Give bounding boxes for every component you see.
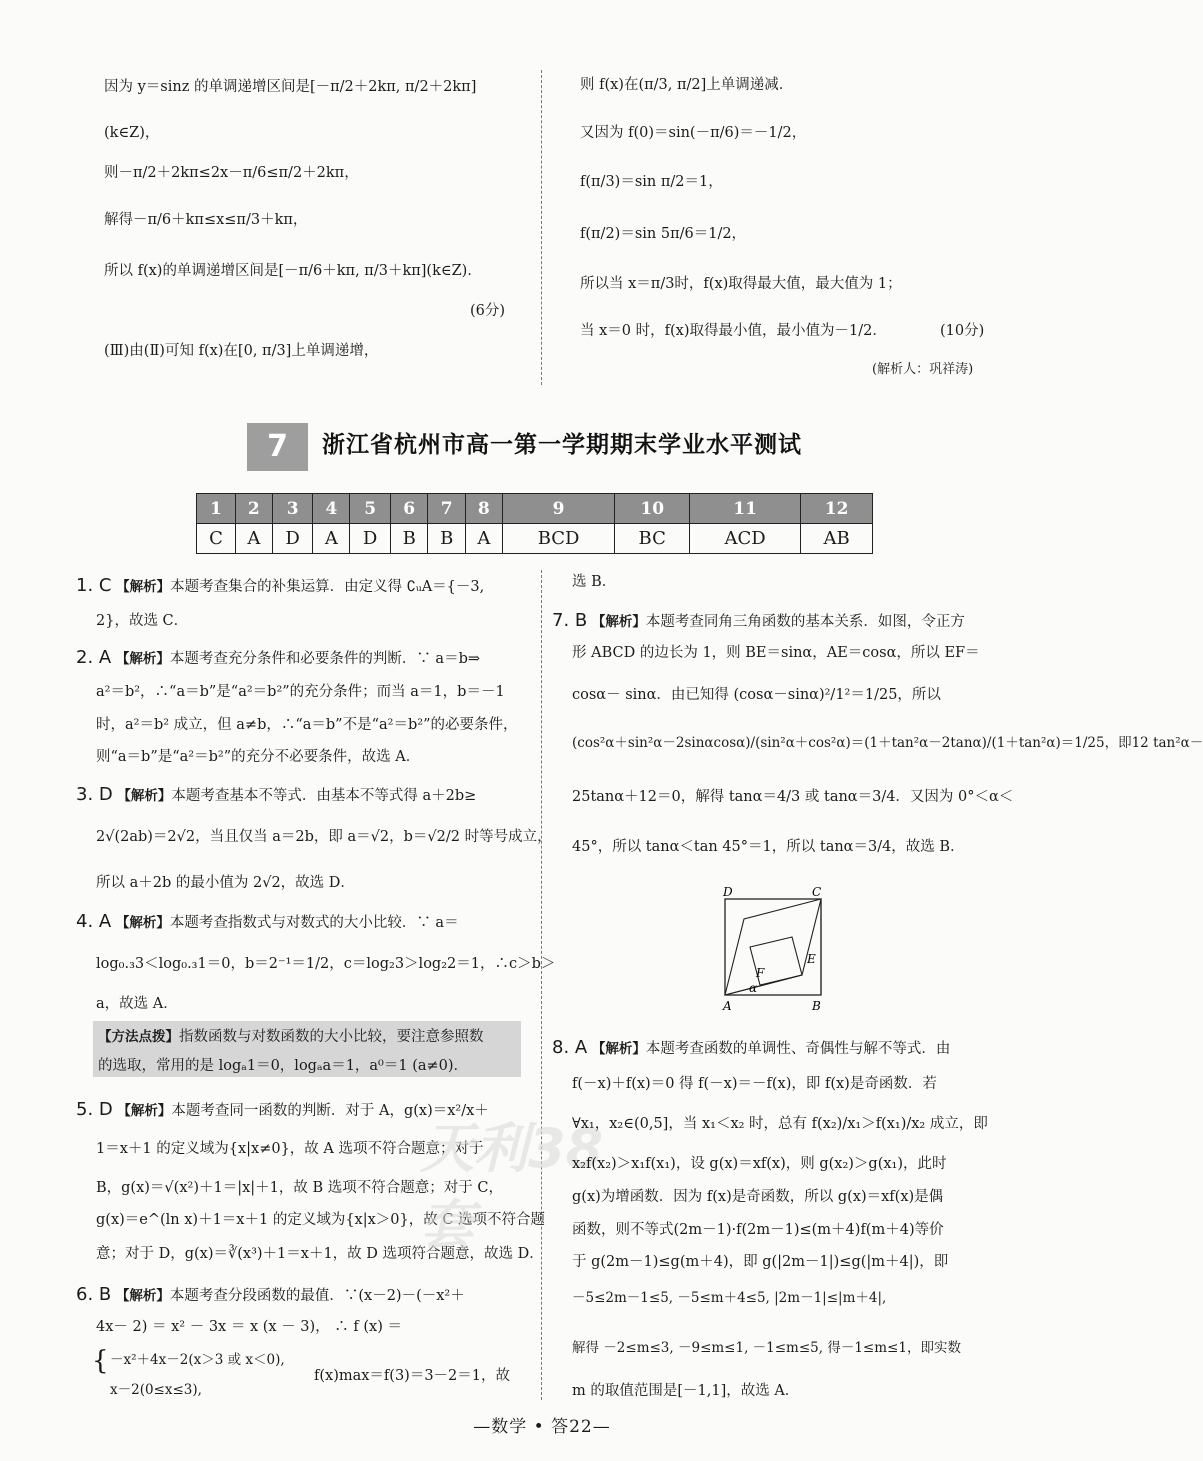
text-line: g(x)为增函数．因为 f(x)是奇函数，所以 g(x)＝xf(x)是偶 [572,1189,944,1205]
answer-number: 10 [615,494,690,524]
analysis-tag: 【解析】 [115,651,170,667]
question-number: 7. B [552,610,588,631]
text-line: ∀x₁，x₂∈(0,5]，当 x₁＜x₂ 时，总有 f(x₂)/x₁＞f(x₁)/x₂ 成立，即 [572,1116,988,1132]
answer-choice: B [390,524,427,554]
question-number: 6. B [76,1284,112,1305]
answer-number: 12 [801,494,873,524]
text-line: 本题考查充分条件和必要条件的判断．∵ a＝b⇒ [169,651,481,667]
section-title: 浙江省杭州市高一第一学期期末学业水平测试 [322,432,802,458]
answer-number: 7 [428,494,465,524]
text-line: 于 g(2m－1)≤g(m＋4)，即 g(|2m－1|)≤g(|m＋4|)，即 [572,1254,949,1270]
text-line: －x²＋4x－2(x＞3 或 x＜0), [110,1352,285,1368]
text-line: 意；对于 D，g(x)＝∛(x³)＋1＝x＋1，故 D 选项符合题意，故选 D． [96,1246,544,1262]
text-line: (Ⅲ)由(Ⅱ)可知 f(x)在[0, π/3]上单调递增， [104,343,379,359]
tip-tag: 【方法点拨】 [98,1029,179,1045]
text-line: 解得 －2≤m≤3, －9≤m≤1, －1≤m≤5, 得－1≤m≤1，即实数 [572,1340,961,1356]
text-line: a，故选 A． [96,996,178,1012]
column-divider [541,70,542,385]
text-line: 时，a²＝b² 成立，但 a≠b，∴“a＝b”不是“a²＝b²”的必要条件， [96,717,518,733]
answer-choice: C [197,524,236,554]
text-line: 4x－ 2) ＝ x² － 3x ＝ x (x － 3)， ∴ f (x) ＝ [96,1319,402,1335]
watermark: 天利38套 [420,1117,604,1257]
answer-number: 3 [272,494,313,524]
label-b: B [812,999,821,1013]
question-number: 3. D [76,784,113,805]
answer-choice: A [465,524,502,554]
column-divider [541,570,542,1400]
text-line: B，g(x)＝√(x²)＋1＝|x|＋1，故 B 选项不符合题意；对于 C， [96,1180,503,1196]
text-line: f(π/2)＝sin 5π/6＝1/2， [580,226,747,242]
analysis-tag: 【解析】 [115,915,170,931]
answer-number: 8 [465,494,502,524]
brace-symbol: { [92,1346,109,1376]
text-line: 本题考查同一函数的判断．对于 A，g(x)＝x²/x＋ [171,1103,489,1119]
score-note: (6分) [470,303,506,319]
text-line: 的选取，常用的是 logₐ1＝0，logₐa＝1，a⁰＝1 (a≠0)． [98,1058,469,1074]
text-line: log₀.₃3＜log₀.₃1＝0，b＝2⁻¹＝1/2，c＝log₂3＞log₂2＝1，∴c＞b＞ [96,956,556,972]
text-line: 则－π/2＋2kπ≤2x－π/6≤π/2＋2kπ， [104,165,359,181]
section-number: 7 [247,423,308,471]
text-line: m 的取值范围是[－1,1]，故选 A． [572,1383,800,1399]
answer-number: 2 [235,494,272,524]
answer-number: 5 [350,494,391,524]
text-line: 45°，所以 tanα＜tan 45°＝1，所以 tanα＝3/4，故选 B． [572,839,965,855]
text-line: f(π/3)＝sin π/2＝1， [580,174,723,190]
text-line: 因为 y＝sinz 的单调递增区间是[－π/2＋2kπ, π/2＋2kπ] [104,79,477,95]
text-line: x₂f(x₂)＞x₁f(x₁)，设 g(x)＝xf(x)，则 g(x₂)＞g(x₁)，此时 [572,1156,947,1172]
text-line: 本题考查指数式与对数式的大小比较．∵ a＝ [169,915,459,931]
text-line: 指数函数与对数函数的大小比较，要注意参照数 [179,1029,484,1045]
question-number: 5. D [76,1099,113,1120]
text-line: 1＝x＋1 的定义域为{x|x≠0}，故 A 选项不符合题意；对于 [96,1141,484,1157]
text-line: 本题考查集合的补集运算．由定义得 ∁ᵤA＝{－3, [170,579,485,595]
label-e: E [807,952,816,966]
analysis-tag: 【解析】 [117,1103,172,1119]
text-line: (k∈Z)， [104,125,160,141]
question-number: 8. A [552,1037,588,1058]
answer-number: 6 [390,494,427,524]
answer-choice: B [428,524,465,554]
answer-choice: A [313,524,350,554]
label-d: D [723,885,733,899]
label-alpha: α [749,981,758,995]
inner-triangle-lines [725,899,821,995]
analysis-tag: 【解析】 [116,579,171,595]
analysis-tag: 【解析】 [591,1041,646,1057]
text-line: 解得－π/6＋kπ≤x≤π/3＋kπ， [104,212,308,228]
square-abcd [725,899,821,995]
answer-number: 1 [197,494,236,524]
answer-number: 9 [502,494,615,524]
text-line: 所以当 x＝π/3时，f(x)取得最大值，最大值为 1； [580,276,902,292]
answer-numbers-row [197,494,873,524]
answer-number: 4 [313,494,350,524]
text-line: 2√(2ab)＝2√2，当且仅当 a＝2b，即 a＝√2，b＝√2/2 时等号成立， [96,829,552,845]
text-line: 本题考查同角三角函数的基本关系．如图，令正方 [645,614,965,630]
text-line: 则 f(x)在(π/3, π/2]上单调递减． [580,77,794,93]
answer-choice: A [235,524,272,554]
square-figure [715,882,830,1017]
text-line: 所以 f(x)的单调递增区间是[－π/6＋kπ, π/3＋kπ](k∈Z)． [104,263,482,279]
text-line: 形 ABCD 的边长为 1，则 BE＝sinα，AE＝cosα，所以 EF＝ [572,645,980,661]
text-line: g(x)＝e^(ln x)＋1＝x＋1 的定义域为{x|x＞0}，故 C 选项不符合题 [96,1212,546,1228]
text-line: x－2(0≤x≤3), [110,1382,202,1398]
text-line: 25tanα＋12＝0，解得 tanα＝4/3 或 tanα＝3/4．又因为 0°＜α＜ [572,789,1014,805]
text-line: 则“a＝b”是“a²＝b²”的充分不必要条件，故选 A． [96,749,421,765]
text-line: 本题考查分段函数的最值．∵(x－2)－(－x²＋ [169,1288,465,1304]
answer-choice: D [350,524,391,554]
label-c: C [812,885,822,899]
text-line: 选 B． [572,574,617,590]
label-f: F [756,966,765,980]
score-note: (10分) [940,323,985,339]
text-line: －5≤2m－1≤5, －5≤m＋4≤5, |2m－1|≤|m＋4|, [572,1290,887,1306]
answer-choice: BC [615,524,690,554]
analysis-tag: 【解析】 [117,788,172,804]
text-line: cosα－ sinα．由已知得 (cosα－sinα)²/1²＝1/25，所以 [572,687,941,703]
answer-choices-row [197,524,873,554]
answer-number: 11 [690,494,801,524]
question-number: 1. C [76,575,112,596]
text-line: 函数，则不等式(2m－1)·f(2m－1)≤(m＋4)f(m＋4)等价 [572,1222,944,1238]
text-line: 当 x＝0 时，f(x)取得最小值，最小值为－1/2． [580,323,887,339]
question-number: 4. A [76,911,112,932]
text-line: 本题考查函数的单调性、奇偶性与解不等式．由 [645,1041,951,1057]
text-line: 所以 a＋2b 的最小值为 2√2，故选 D． [96,875,355,891]
author-note: (解析人：巩祥涛) [872,362,974,377]
answer-choice: BCD [502,524,615,554]
analysis-tag: 【解析】 [591,614,646,630]
page-footer: —数学 • 答22— [473,1417,611,1437]
answer-table [196,493,873,554]
text-line: f(－x)＋f(x)＝0 得 f(－x)＝－f(x)，即 f(x)是奇函数．若 [572,1076,937,1092]
label-a: A [723,999,732,1013]
text-line: (cos²α＋sin²α－2sinαcosα)/(sin²α＋cos²α)＝(1＋tan²α－2tanα)/(1＋tan²α)＝1/25，即12 tan²α－ [572,735,1203,751]
answer-choice: AB [801,524,873,554]
analysis-tag: 【解析】 [115,1288,170,1304]
text-line: f(x)max＝f(3)＝3－2＝1，故 [314,1368,511,1384]
text-line: 2}，故选 C． [96,613,189,629]
answer-choice: D [272,524,313,554]
text-line: a²＝b²，∴“a＝b”是“a²＝b²”的充分条件；而当 a＝1，b＝－1 [96,684,505,700]
question-number: 2. A [76,647,112,668]
text-line: 本题考查基本不等式．由基本不等式得 a＋2b≥ [171,788,477,804]
answer-choice: ACD [690,524,801,554]
text-line: 又因为 f(0)＝sin(－π/6)＝－1/2， [580,125,807,141]
